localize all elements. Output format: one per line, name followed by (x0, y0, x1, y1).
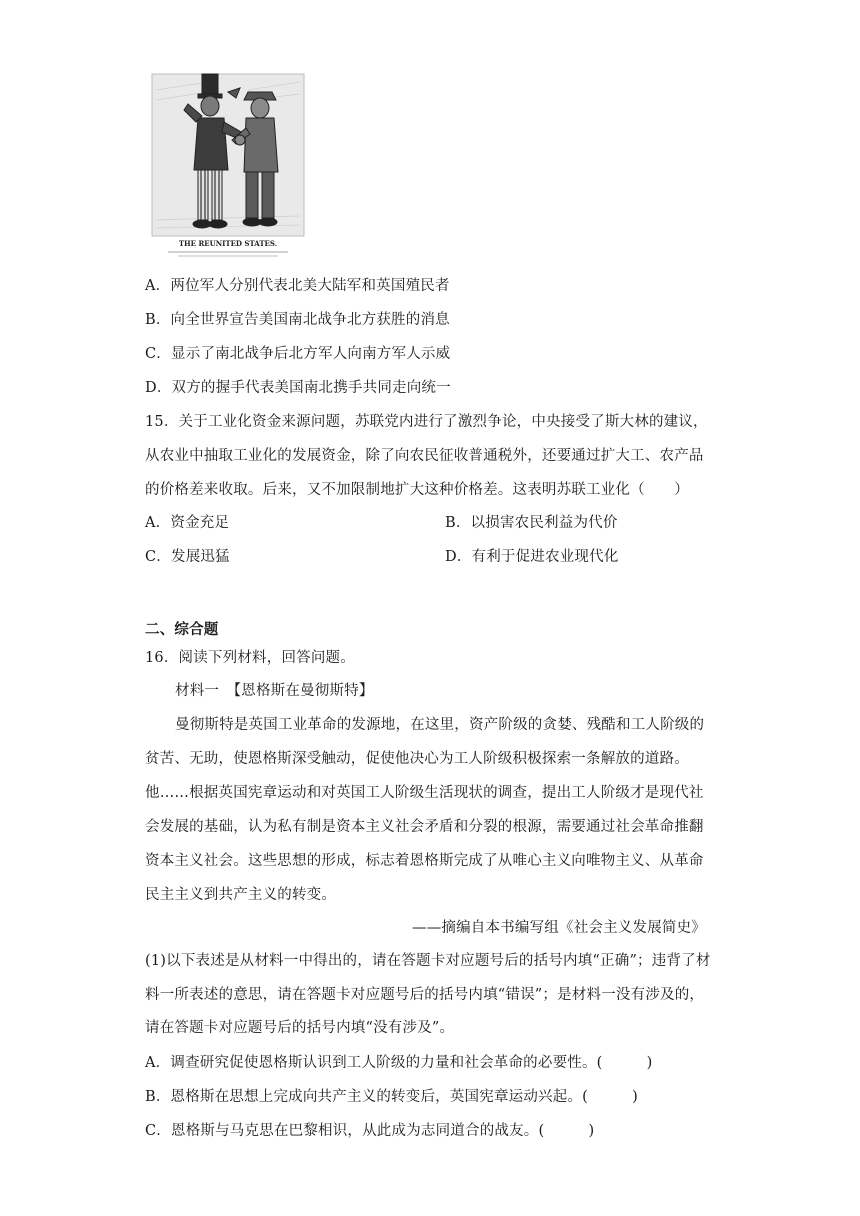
material-line-2: 贫苦、无助，使恩格斯深受触动，促使他决心为工人阶级积极探索一条解放的道路。 (145, 751, 689, 767)
q16-stem: 16．阅读下列材料，回答问题。 (145, 650, 355, 666)
material-line-3: 他……根据英国宪章运动和对英国工人阶级生活现状的调查，提出工人阶级才是现代社 (145, 785, 704, 801)
sub1-item-b: B．恩格斯在思想上完成向共产主义的转变后，英国宪章运动兴起。( ) (145, 1089, 638, 1105)
q15-stem-line-1: 15．关于工业化资金来源问题，苏联党内进行了激烈争论，中央接受了斯大林的建议， (145, 414, 708, 430)
q14-option-c: C．显示了南北战争后北方军人向南方军人示威 (145, 346, 451, 362)
sub1-line-3: 请在答题卡对应题号后的括号内填“没有涉及”。 (145, 1020, 455, 1036)
q14-option-b: B．向全世界宣告美国南北战争北方获胜的消息 (145, 312, 450, 328)
sub1-item-a: A．调查研究促使恩格斯认识到工人阶级的力量和社会革命的必要性。( ) (145, 1055, 653, 1071)
material-line-4: 会发展的基础，认为私有制是资本主义社会矛盾和分裂的根源，需要通过社会革命推翻 (145, 819, 704, 835)
cartoon-caption: THE REUNITED STATES. (178, 239, 278, 248)
sub1-item-c: C．恩格斯与马克思在巴黎相识，从此成为志同道合的战友。( ) (145, 1123, 595, 1139)
sub1-line-1: (1)以下表述是从材料一中得出的，请在答题卡对应题号后的括号内填“正确”；违背了材 (145, 953, 711, 969)
material-title: 材料一 【恩格斯在曼彻斯特】 (175, 683, 374, 699)
q15-stem-line-2: 从农业中抽取工业化的发展资金，除了向农民征收普通税外，还要通过扩大工、农产品 (145, 448, 704, 464)
material-line-5: 资本主义社会。这些思想的形成，标志着恩格斯完成了从唯心主义向唯物主义、从革命 (145, 853, 704, 869)
q15-option-b: B．以损害农民利益为代价 (445, 515, 618, 531)
q15-option-a: A．资金充足 (145, 515, 230, 531)
q15-option-d: D．有利于促进农业现代化 (445, 549, 619, 565)
sub1-line-2: 料一所表述的意思，请在答题卡对应题号后的括号内填“错误”；是材料一没有涉及的， (145, 987, 705, 1003)
material-line-6: 民主主义到共产主义的转变。 (145, 887, 337, 903)
q15-option-c: C．发展迅猛 (145, 549, 230, 565)
q15-stem-line-3: 的价格差来收取。后来，又不加限制地扩大这种价格差。这表明苏联工业化（ ） (145, 482, 689, 498)
reunited-states-cartoon (148, 70, 308, 260)
section-title: 二、综合题 (145, 621, 219, 638)
material-source: ——摘编自本书编写组《社会主义发展简史》 (412, 920, 706, 936)
q14-option-d: D．双方的握手代表美国南北携手共同走向统一 (145, 380, 451, 396)
material-line-1: 曼彻斯特是英国工业革命的发源地，在这里，资产阶级的贪婪、残酷和工人阶级的 (175, 717, 705, 733)
q14-option-a: A．两位军人分别代表北美大陆军和英国殖民者 (145, 278, 450, 294)
